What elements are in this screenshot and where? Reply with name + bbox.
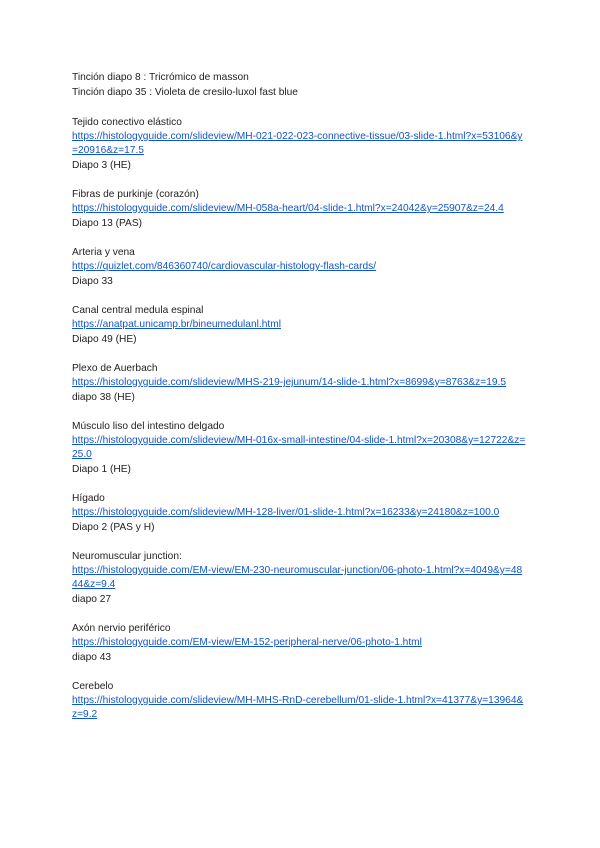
- entry-title: Neuromuscular junction:: [72, 551, 182, 562]
- entry-link[interactable]: https://histologyguide.com/slideview/MHS-219-jejunum/14-slide-1.html?x=8699&y=8763&z=19.5: [72, 377, 507, 388]
- entry-neuromuscular-junction: [72, 549, 532, 607]
- entry-link[interactable]: https://anatpat.unicamp.br/bineumedulanl.html: [72, 319, 281, 330]
- entry-slide: diapo 43: [72, 652, 112, 663]
- entry-title: Músculo liso del intestino delgado: [72, 421, 225, 432]
- entry-title: Axón nervio periférico: [72, 623, 171, 634]
- entry-slide: Diapo 2 (PAS y H): [72, 522, 155, 533]
- entry-title: Fibras de purkinje (corazón): [72, 189, 199, 200]
- entry-plexo-auerbach: [72, 361, 532, 405]
- entry-cerebelo: [72, 679, 532, 722]
- entry-canal-central: [72, 303, 532, 347]
- document-page: [72, 70, 532, 736]
- staining-note: Tinción diapo 8 : Tricrómico de masson: [72, 72, 249, 83]
- entry-title: Arteria y vena: [72, 247, 135, 258]
- entry-tejido-conectivo: [72, 115, 532, 173]
- entry-link[interactable]: https://histologyguide.com/slideview/MH-MHS-RnD-cerebellum/01-slide-1.html?x=41377&y=13964&z=9.2: [72, 695, 524, 720]
- entry-slide: Diapo 13 (PAS): [72, 218, 143, 229]
- entry-higado: [72, 491, 532, 535]
- staining-notes: [72, 70, 532, 100]
- entry-slide: diapo 27: [72, 594, 112, 605]
- entry-slide: Diapo 3 (HE): [72, 160, 131, 171]
- entry-title: Tejido conectivo elástico: [72, 117, 182, 128]
- entry-link[interactable]: https://histologyguide.com/EM-view/EM-230-neuromuscular-junction/06-photo-1.html?x=4049&y=4844&z=9.4: [72, 565, 523, 590]
- entry-link[interactable]: https://histologyguide.com/slideview/MH-058a-heart/04-slide-1.html?x=24042&y=25907&z=24.4: [72, 203, 504, 214]
- staining-note: Tinción diapo 35 : Violeta de cresilo-luxol fast blue: [72, 87, 298, 98]
- entry-link[interactable]: https://histologyguide.com/EM-view/EM-152-peripheral-nerve/06-photo-1.html: [72, 637, 422, 648]
- entry-title: Cerebelo: [72, 681, 114, 692]
- entry-title: Hígado: [72, 493, 105, 504]
- entry-title: Canal central medula espinal: [72, 305, 204, 316]
- entry-link[interactable]: https://histologyguide.com/slideview/MH-016x-small-intestine/04-slide-1.html?x=20308&y=12722&z=25.0: [72, 435, 526, 460]
- entry-arteria-vena: [72, 245, 532, 289]
- entry-axon-nervio: [72, 621, 532, 665]
- entry-slide: Diapo 49 (HE): [72, 334, 137, 345]
- entry-link[interactable]: https://histologyguide.com/slideview/MH-128-liver/01-slide-1.html?x=16233&y=24180&z=100.0: [72, 507, 500, 518]
- entry-musculo-liso: [72, 419, 532, 477]
- entry-slide: Diapo 1 (HE): [72, 464, 131, 475]
- entry-slide: Diapo 33: [72, 276, 113, 287]
- entry-link[interactable]: https://quizlet.com/846360740/cardiovascular-histology-flash-cards/: [72, 261, 377, 272]
- entry-fibras-purkinje: [72, 187, 532, 231]
- entry-slide: diapo 38 (HE): [72, 392, 135, 403]
- entry-title: Plexo de Auerbach: [72, 363, 158, 374]
- entry-link[interactable]: https://histologyguide.com/slideview/MH-021-022-023-connective-tissue/03-slide-1.html?x=53106&y=20916&z=17.5: [72, 131, 523, 156]
